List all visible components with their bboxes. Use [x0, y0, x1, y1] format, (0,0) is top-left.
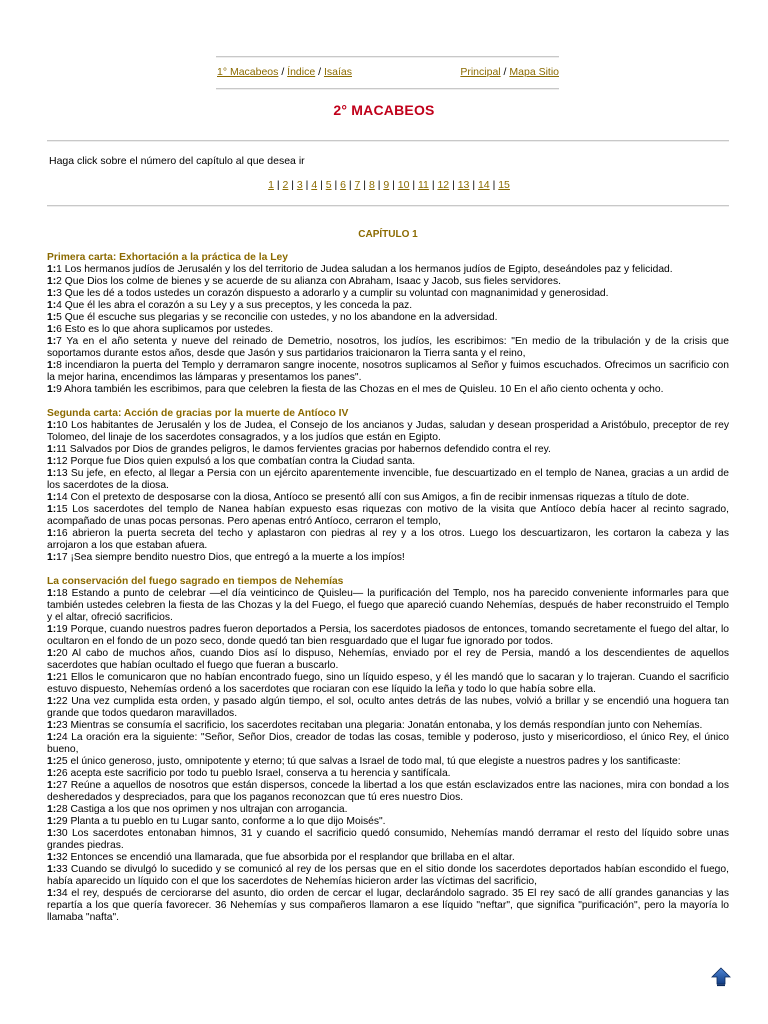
verse-ref: 1: — [47, 648, 57, 659]
verse-text: 7 Ya en el año setenta y nueve del reinado de Demetrio, nosotros, los judíos, les escribimos: "En medio de la tribulación y de la crisis que soportamos durante estos años, desde que Jasón y sus partidarios traicionaron la Tierra santa y el reino, — [47, 336, 729, 359]
chapter-heading: CAPÍTULO 1 — [358, 229, 418, 240]
section-title: Segunda carta: Acción de gracias por la muerte de Antíoco IV — [47, 408, 349, 419]
verse-ref: 1: — [47, 696, 57, 707]
verse — [47, 756, 729, 768]
verse-text: 18 Estando a punto de celebrar —el día veinticinco de Quisleu— la purificación del Templo, nos ha parecido conveniente informarles para que también ustedes celebren la fiesta de las Chozas y la del Fuego, el fuego que apareció cuando Nehemías, después de haber reconstruido el Templo y el altar, ofreció sacrificios. — [47, 588, 729, 623]
chapter-link-9[interactable]: 9 — [383, 179, 390, 191]
verse-ref: 1: — [47, 720, 57, 731]
chapter-link-14[interactable]: 14 — [477, 179, 490, 191]
chapter-separator: | — [489, 179, 499, 191]
section-title: La conservación del fuego sagrado en tiempos de Nehemías — [47, 576, 344, 587]
verse — [47, 324, 729, 336]
verse-ref: 1: — [47, 264, 57, 275]
verse — [47, 468, 729, 492]
verse — [47, 288, 729, 300]
verse-ref: 1: — [47, 888, 57, 899]
verse — [47, 672, 729, 696]
verse-ref: 1: — [47, 360, 57, 371]
chapter-link-11[interactable]: 11 — [418, 179, 429, 191]
verse-ref: 1: — [47, 588, 57, 599]
chapter-separator: | — [288, 179, 297, 191]
chapter-separator: | — [428, 179, 438, 191]
top-divider — [216, 56, 559, 58]
nav-divider — [216, 88, 559, 90]
verse-ref: 1: — [47, 816, 57, 827]
verse-text: 32 Entonces se encendió una llamarada, que fue absorbida por el resplandor que brillaba en el altar. — [56, 852, 515, 863]
chapter-link-10[interactable]: 10 — [397, 179, 410, 191]
verse-text: 29 Planta a tu pueblo en tu Lugar santo, conforme a lo que dijo Moisés". — [56, 816, 386, 827]
nav-book-link[interactable]: 1° Macabeos — [217, 66, 279, 78]
verse — [47, 312, 729, 324]
verse-text: 12 Porque fue Dios quien expulsó a los que combatían contra la Ciudad santa. — [56, 456, 416, 467]
nav-sitemap-link[interactable]: Mapa Sitio — [509, 66, 559, 78]
verse-ref: 1: — [47, 756, 57, 767]
verse-ref: 1: — [47, 732, 57, 743]
verse-ref: 1: — [47, 384, 57, 395]
verse — [47, 804, 729, 816]
verse-text: 19 Porque, cuando nuestros padres fueron deportados a Persia, los sacerdotes piadosos de entonces, tomando secretamente el fuego del altar, lo ocultaron en el fondo de un pozo seco, donde quedó tan bien resguardado que el lugar fue ignorado por todos. — [47, 624, 729, 647]
verse-text: 20 Al cabo de muchos años, cuando Dios así lo dispuso, Nehemías, enviado por el rey de Persia, mandó a los descendientes de aquellos sacerdotes que habían ocultado el fuego que fueran a buscarlo. — [47, 648, 729, 671]
chapter-separator: | — [273, 179, 283, 191]
verse-ref: 1: — [47, 804, 57, 815]
verse-ref: 1: — [47, 552, 57, 563]
section — [47, 408, 729, 564]
verse-ref: 1: — [47, 504, 57, 515]
nav-right — [460, 66, 559, 78]
verse-text: 4 Que él les abra el corazón a su Ley y a sus preceptos, y les conceda la paz. — [56, 300, 413, 311]
chapter-separator: | — [389, 179, 398, 191]
chapter-separator: | — [469, 179, 478, 191]
verse-text: 22 Una vez cumplida esta orden, y pasado algún tiempo, el sol, oculto antes detrás de las nubes, volvió a brillar y se encendió una hoguera tan grande que todos quedaron maravillados. — [47, 696, 729, 719]
verse — [47, 504, 729, 528]
chapter-link-3[interactable]: 3 — [296, 179, 303, 191]
verse-ref: 1: — [47, 672, 57, 683]
verse-ref: 1: — [47, 456, 57, 467]
verse-ref: 1: — [47, 468, 57, 479]
page-title: 2° MACABEOS — [333, 102, 435, 118]
verse — [47, 420, 729, 444]
verse — [47, 888, 729, 924]
chapters-divider — [47, 205, 729, 207]
section — [47, 576, 729, 924]
chapter-link-7[interactable]: 7 — [354, 179, 361, 191]
verse-ref: 1: — [47, 336, 57, 347]
verse-ref: 1: — [47, 288, 57, 299]
verse — [47, 780, 729, 804]
chapter-link-15[interactable]: 15 — [498, 179, 510, 191]
verse-ref: 1: — [47, 444, 57, 455]
verse-text: 10 Los habitantes de Jerusalén y los de Judea, el Consejo de los ancianos y Judas, saludan y desean prosperidad a Aristóbulo, preceptor de rey Tolomeo, del linaje de los sacerdotes consagrados, y a los judíos que están en Egipto. — [47, 420, 729, 443]
verse-text: 11 Salvados por Dios de grandes peligros, le damos fervientes gracias por habernos defendido contra el rey. — [56, 444, 551, 455]
nav-separator: / — [278, 66, 288, 78]
verse-text: 15 Los sacerdotes del templo de Nanea habían expuesto esas riquezas con motivo de la visita que Antíoco debía hacer al recinto sagrado, acompañado de unas pocas personas. Pero apenas entró Antíoco, cerraron el templo, — [47, 504, 729, 527]
verse-ref: 1: — [47, 528, 57, 539]
verse-ref: 1: — [47, 420, 57, 431]
up-arrow-icon[interactable] — [711, 967, 731, 987]
chapter-separator: | — [360, 179, 369, 191]
chapter-content — [47, 252, 729, 936]
verse-text: 21 Ellos le comunicaron que no habían encontrado fuego, sino un líquido espeso, y él les mandó que lo sacaran y lo trajeran. Cuando el sacrificio estuvo dispuesto, Nehemías ordenó a los sacerdotes que rociaran con ese líquido la leña y todo lo que había sobre ella. — [47, 672, 729, 695]
verse-text: 8 incendiaron la puerta del Templo y derramaron sangre inocente, nosotros suplicamos al Señor y fuimos escuchados. Ofrecimos un sacrificio con la mejor harina, encendimos las lámparas y presentamos los panes". — [47, 360, 729, 383]
chapter-separator: | — [302, 179, 312, 191]
verse — [47, 276, 729, 288]
verse-text: 34 el rey, después de cerciorarse del asunto, dio orden de cercar el lugar, declarándolo sagrado. 35 El rey sacó de allí grandes ganancias y las repartía a los que quería favorecer. 36 Nehemías y sus compañeros llamaron a ese líquido "neftar", que significa "purificación", pero la mayoría lo llamaba "nafta". — [47, 888, 729, 923]
verse — [47, 732, 729, 756]
chapter-link-5[interactable]: 5 — [325, 179, 332, 191]
verse — [47, 852, 729, 864]
verse-text: 13 Su jefe, en efecto, al llegar a Persia con un ejército aparentemente invencible, fue descuartizado en el templo de Nanea, gracias a un ardid de los sacerdotes de la diosa. — [47, 468, 729, 491]
verse-ref: 1: — [47, 324, 57, 335]
verse-text: 28 Castiga a los que nos oprimen y nos ultrajan con arrogancia. — [56, 804, 348, 815]
verse — [47, 456, 729, 468]
title-divider — [47, 140, 729, 142]
verse — [47, 300, 729, 312]
verse-text: 17 ¡Sea siempre bendito nuestro Dios, que entregó a la muerte a los impíos! — [56, 552, 405, 563]
instructions-text: Haga click sobre el número del capítulo al que desea ir — [49, 155, 305, 167]
chapter-link-1[interactable]: 1 — [268, 179, 274, 191]
section — [47, 252, 729, 396]
verse-ref: 1: — [47, 492, 57, 503]
chapter-separator: | — [317, 179, 326, 191]
chapter-separator: | — [449, 179, 458, 191]
verse — [47, 624, 729, 648]
section-title: Primera carta: Exhortación a la práctica de la Ley — [47, 252, 288, 263]
verse — [47, 528, 729, 552]
verse — [47, 828, 729, 852]
verse — [47, 588, 729, 624]
nav-index-link[interactable]: Índice — [287, 66, 316, 78]
verse-text: 24 La oración era la siguiente: "Señor, Señor Dios, creador de todas las cosas, temible y poderoso, justo y misericordioso, el único Rey, el único bueno, — [47, 732, 729, 755]
verse-text: 27 Reúne a aquellos de nosotros que están dispersos, concede la libertad a los que están esclavizados entre las naciones, mira con bondad a los desheredados y despreciados, para que los paganos reconozcan que tú eres nuestro Dios. — [47, 780, 729, 803]
verse-ref: 1: — [47, 768, 57, 779]
verse-ref: 1: — [47, 852, 57, 863]
verse — [47, 768, 729, 780]
verse-text: 25 el único generoso, justo, omnipotente y eterno; tú que salvas a Israel de todo mal, tú que elegiste a nuestros padres y los santificaste: — [56, 756, 681, 767]
nav-left — [217, 66, 352, 78]
verse — [47, 336, 729, 360]
verse-ref: 1: — [47, 276, 57, 287]
verse-text: 3 Que les dé a todos ustedes un corazón dispuesto a adorarlo y a cumplir su voluntad con magnanimidad y generosidad. — [56, 288, 609, 299]
verse-ref: 1: — [47, 300, 57, 311]
verse-text: 14 Con el pretexto de desposarse con la diosa, Antíoco se presentó allí con sus Amigos, a fin de recibir inmensas riquezas a título de dote. — [56, 492, 690, 503]
verse-text: 23 Mientras se consumía el sacrificio, los sacerdotes recitaban una plegaria: Jonatán entonaba, y los demás respondían junto con Nehemías. — [56, 720, 703, 731]
verse-text: 1 Los hermanos judíos de Jerusalén y los del territorio de Judea saludan a los hermanos judíos de Egipto, deseándoles paz y felicidad. — [56, 264, 673, 275]
verse-ref: 1: — [47, 864, 57, 875]
verse-text: 33 Cuando se divulgó lo sucedido y se comunicó al rey de los persas que en el sitio donde los sacerdotes deportados habían escondido el fuego, había aparecido un líquido con el que los sacerdotes de Nehemías hicieron arder las víctimas del sacrificio, — [47, 864, 729, 887]
verse-text: 6 Esto es lo que ahora suplicamos por ustedes. — [56, 324, 274, 335]
nav-separator: / — [315, 66, 324, 78]
verse-text: 9 Ahora también les escribimos, para que celebren la fiesta de las Chozas en el mes de Quisleu. 10 En el año ciento ochenta y ocho. — [56, 384, 664, 395]
verse — [47, 264, 729, 276]
verse-text: 30 Los sacerdotes entonaban himnos, 31 y cuando el sacrificio quedó consumido, Nehemías mandó derramar el resto del líquido sobre unas grandes piedras. — [47, 828, 729, 851]
chapter-links — [0, 179, 768, 191]
verse-text: 16 abrieron la puerta secreta del techo y aplastaron con piedras al rey y a los otros. Luego los descuartizaron, les cortaron la cabeza y las arrojaron a los que estaban afuera. — [47, 528, 729, 551]
chapter-link-4[interactable]: 4 — [311, 179, 318, 191]
chapter-separator: | — [374, 179, 384, 191]
chapter-link-12[interactable]: 12 — [437, 179, 450, 191]
verse-text: 5 Que él escuche sus plegarias y se reconcilie con ustedes, y no los abandone en la adversidad. — [56, 312, 498, 323]
verse-ref: 1: — [47, 312, 57, 323]
verse — [47, 816, 729, 828]
nav-next-link[interactable]: Isaías — [323, 66, 352, 78]
verse — [47, 720, 729, 732]
chapter-separator: | — [331, 179, 341, 191]
nav-home-link[interactable]: Principal — [460, 66, 501, 78]
verse — [47, 648, 729, 672]
verse — [47, 444, 729, 456]
verse — [47, 864, 729, 888]
chapter-separator: | — [409, 179, 418, 191]
verse-ref: 1: — [47, 780, 57, 791]
verse — [47, 492, 729, 504]
chapter-link-6[interactable]: 6 — [340, 179, 346, 191]
chapter-link-13[interactable]: 13 — [457, 179, 470, 191]
verse — [47, 384, 729, 396]
chapter-separator: | — [345, 179, 355, 191]
chapter-link-8[interactable]: 8 — [368, 179, 375, 191]
verse-ref: 1: — [47, 828, 57, 839]
verse — [47, 552, 729, 564]
chapter-link-2[interactable]: 2 — [282, 179, 289, 191]
verse-ref: 1: — [47, 624, 57, 635]
verse-text: 2 Que Dios los colme de bienes y se acuerde de su alianza con Abraham, Isaac y Jacob, sus fieles servidores. — [56, 276, 561, 287]
verse-text: 26 acepta este sacrificio por todo tu pueblo Israel, conserva a tu herencia y santifícala. — [56, 768, 451, 779]
nav-separator: / — [500, 66, 510, 78]
verse — [47, 360, 729, 384]
verse — [47, 696, 729, 720]
